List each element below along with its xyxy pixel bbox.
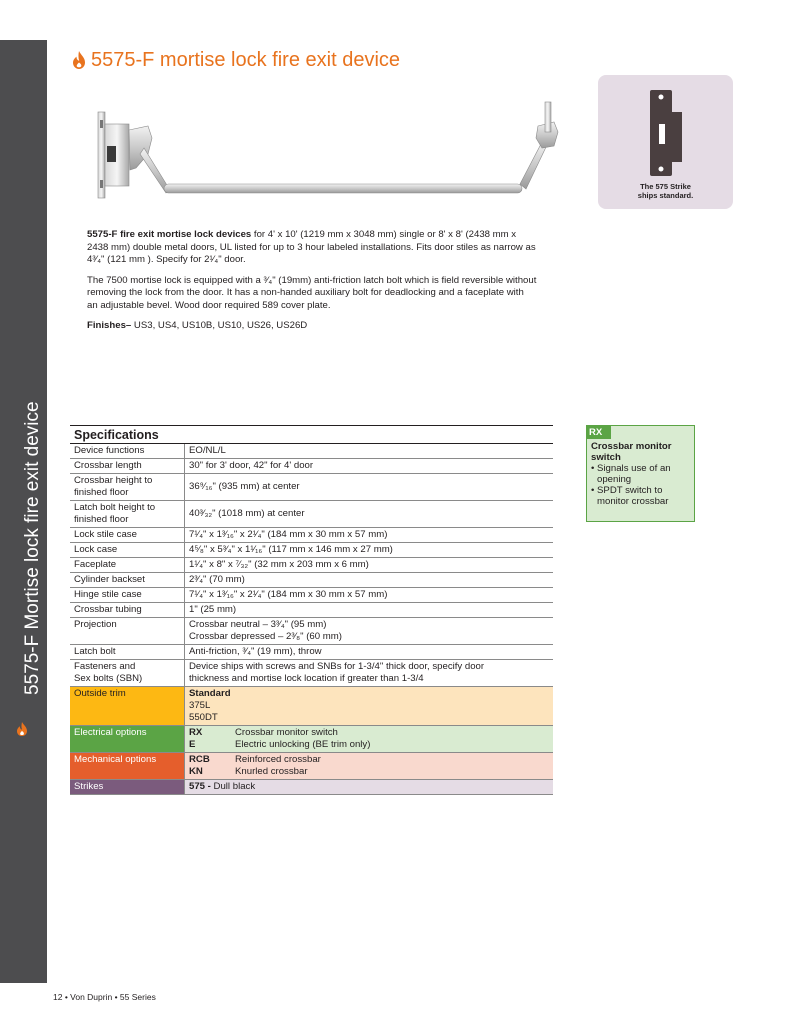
table-row: Hinge stile case 7¹⁄₄" x 1³⁄₁₆" x 2¹⁄₄" (184 mm x 30 mm x 57 mm)	[70, 588, 553, 603]
page-title	[71, 48, 400, 72]
strike-card	[598, 75, 733, 209]
table-row-electrical-options: Electrical options RX Crossbar monitor switch E Electric unlocking (BE trim only)	[70, 726, 553, 753]
table-row: Crossbar tubing 1" (25 mm)	[70, 603, 553, 618]
product-description	[87, 229, 537, 341]
table-row: Cylinder backset 2³⁄₄" (70 mm)	[70, 573, 553, 588]
strike-plate-image	[650, 90, 682, 176]
rx-feature-list	[591, 464, 695, 508]
table-row-strikes: Strikes 575 - Dull black	[70, 780, 553, 795]
side-band-title: 5575-F Mortise lock fire exit device	[22, 401, 43, 695]
table-row: Crossbar length 30" for 3' door, 42" for 4' door	[70, 459, 553, 474]
table-row-outside-trim: Outside trim Standard 375L 550DT	[70, 687, 553, 726]
side-band	[0, 40, 47, 983]
table-row: Faceplate 1¹⁄₄" x 8" x ⁷⁄₃₂" (32 mm x 203 mm x 6 mm)	[70, 558, 553, 573]
exit-device-illustration	[90, 98, 560, 216]
table-row: Fasteners and Sex bolts (SBN) Device ships with screws and SNBs for 1-3/4" thick door, specify door thickness and mortise lock location if greater than 1-3/4	[70, 660, 553, 687]
description-paragraph: 5575-F fire exit mortise lock devices for 4' x 10' (1219 mm x 3048 mm) single or 8' x 8' (2438 mm x 2438 mm) double metal doors, UL listed for up to 3 hour labeled installations. Fits door stiles as narrow as 4³⁄₄" (121 mm ). Specify for 2¹⁄₄" door.	[87, 229, 536, 265]
table-row: Crossbar height to finished floor 36⁹⁄₁₆" (935 mm) at center	[70, 474, 553, 501]
strike-caption: The 575 Strike ships standard.	[637, 182, 694, 200]
rx-tag: RX	[587, 426, 611, 439]
table-row: Projection Crossbar neutral – 3³⁄₄" (95 mm) Crossbar depressed – 2³⁄₈" (60 mm)	[70, 618, 553, 645]
flame-icon	[71, 50, 87, 70]
finishes-line: Finishes– US3, US4, US10B, US10, US26, US26D	[87, 320, 308, 331]
list-item: • SPDT switch to monitor crossbar	[591, 485, 669, 507]
rx-title: Crossbar monitor switch	[591, 441, 672, 463]
table-row: Latch bolt Anti-friction, ³⁄₄" (19 mm), throw	[70, 645, 553, 660]
table-row: Latch bolt height to finished floor 40³⁄₃₂" (1018 mm) at center	[70, 501, 553, 528]
table-row: Lock case 4⁵⁄₈" x 5³⁄₄" x 1¹⁄₁₆" (117 mm x 146 mm x 27 mm)	[70, 543, 553, 558]
table-row: Device functions EO/NL/L	[70, 444, 553, 459]
list-item: • Signals use of an opening	[591, 463, 671, 485]
table-row-mechanical-options: Mechanical options RCB Reinforced crossbar KN Knurled crossbar	[70, 753, 553, 780]
flame-icon	[14, 721, 30, 737]
specifications-title: Specifications	[70, 425, 553, 444]
page-title-text: 5575-F mortise lock fire exit device	[91, 48, 401, 71]
specifications-table	[70, 425, 553, 795]
table-row: Lock stile case 7¹⁄₄" x 1³⁄₁₆" x 2¹⁄₄" (184 mm x 30 mm x 57 mm)	[70, 528, 553, 543]
rx-option-callout	[586, 425, 695, 522]
description-paragraph: The 7500 mortise lock is equipped with a ³⁄₄" (19mm) anti-friction latch bolt which is field reversible without removing the lock from the door. It has a non-handed auxiliary bolt for deadlocking and a faceplate with an adjustable bevel. Wood door required 589 cover plate.	[87, 274, 537, 311]
page-footer: 12 • Von Duprin • 55 Series	[53, 992, 156, 1002]
